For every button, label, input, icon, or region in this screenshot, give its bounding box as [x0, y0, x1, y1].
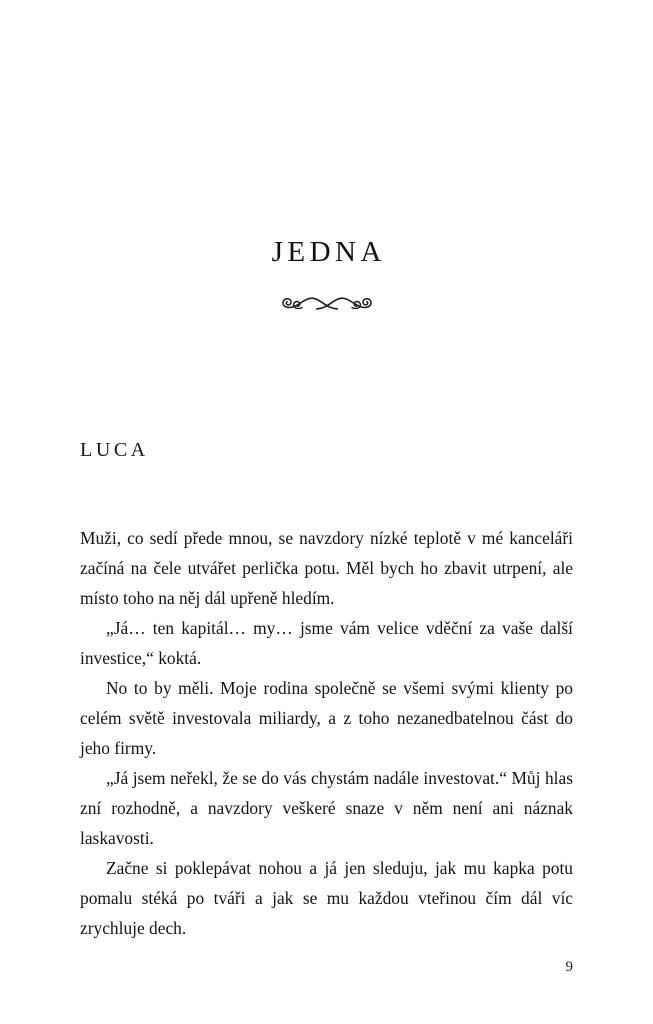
- paragraph: No to by měli. Moje rodina společně se všemi svými klienty po celém světě investovala miliardy, a z toho nezanedbatelnou část do jeho firmy.: [80, 678, 573, 758]
- page-number: 9: [565, 959, 573, 975]
- paragraph: „Já jsem neřekl, že se do vás chystám nadále investovat.“ Můj hlas zní rozhodně, a navzdory veškeré snaze v něm není ani náznak laskavosti.: [80, 768, 573, 848]
- chapter-title: JEDNA: [271, 236, 386, 268]
- flourish-divider-icon: [0, 290, 653, 318]
- chapter-header: [0, 238, 653, 318]
- pov-character-heading: LUCA: [80, 439, 149, 461]
- paragraph: „Já… ten kapitál… my… jsme vám velice vděční za vaše další investice,“ koktá.: [80, 618, 573, 668]
- paragraph: Muži, co sedí přede mnou, se navzdory nízké teplotě v mé kanceláři začíná na čele utvářet perlička potu. Měl bych ho zbavit utrpení, ale místo toho na něj dál upřeně hledím.: [80, 528, 573, 608]
- paragraph: Začne si poklepávat nohou a já jen sleduju, jak mu kapka potu pomalu stéká po tváři a jak se mu každou vteřinou čím dál víc zrychluje dech.: [80, 858, 573, 938]
- body-text: [80, 523, 573, 943]
